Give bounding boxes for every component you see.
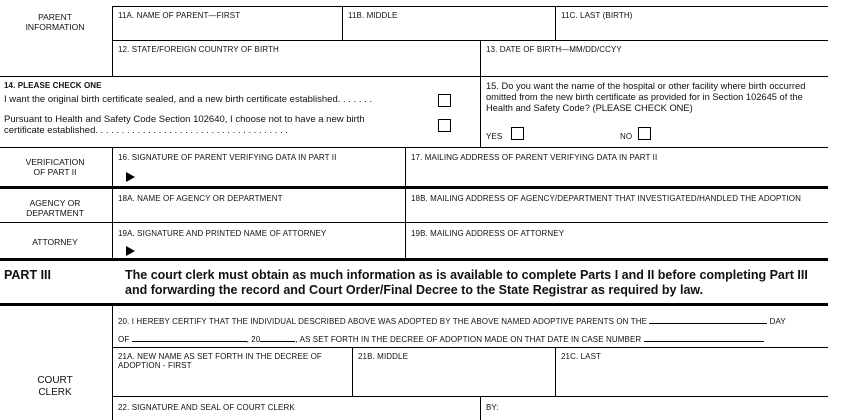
rule-v-by	[480, 396, 481, 420]
rule-row11	[112, 40, 828, 41]
field-label-19a: 19A. SIGNATURE AND PRINTED NAME OF ATTORNEY	[118, 229, 327, 238]
field-20-of-label: OF	[118, 335, 130, 344]
field-label-21c: 21C. LAST	[561, 352, 602, 361]
field-20-year-blank[interactable]	[260, 333, 295, 342]
rule-v-15	[480, 76, 481, 147]
checkbox-14-sealed[interactable]	[438, 94, 451, 107]
rule-row20	[112, 347, 828, 348]
field-15-yes-label: YES	[486, 132, 503, 141]
section-label-verification: VERIFICATION OF PART II	[25, 157, 85, 177]
rule-part3	[0, 303, 828, 306]
section-label-agency: AGENCY OR DEPARTMENT	[26, 198, 84, 218]
rule-v-11b	[342, 6, 343, 40]
field-label-21a-line1: 21A. NEW NAME AS SET FORTH IN THE DECREE OF	[118, 352, 322, 361]
rule-v-11c	[555, 6, 556, 40]
rule-top	[112, 6, 828, 7]
rule-v-13	[480, 40, 481, 76]
field-label-22: 22. SIGNATURE AND SEAL OF COURT CLERK	[118, 403, 295, 412]
checkbox-14-no-new[interactable]	[438, 119, 451, 132]
field-14-option-no-new-line2: certificate established. . . . . . . . . . . . . . . . . . . . . . . . . . . . . . . . . . . . .	[4, 125, 289, 136]
field-20-date-line	[118, 333, 764, 344]
field-15-no-label: NO	[620, 132, 633, 141]
section-label-parent-information: PARENT INFORMATION	[25, 12, 85, 32]
field-20-text-b: , AS SET FORTH IN THE DECREE OF ADOPTION MADE ON THAT DATE IN CASE NUMBER	[295, 335, 642, 344]
part3-instruction-line1: The court clerk must obtain as much information as is available to complete Parts I and II before completing Part III	[125, 268, 808, 282]
signature-arrow-icon	[126, 246, 135, 256]
rule-agency	[0, 222, 828, 223]
rule-v-21b	[352, 347, 353, 396]
field-label-11a: 11A. NAME OF PARENT—FIRST	[118, 11, 241, 20]
field-label-15-line1: 15. Do you want the name of the hospital or other facility where birth occurred	[486, 81, 806, 91]
field-20-month-blank[interactable]	[132, 333, 247, 342]
field-label-17: 17. MAILING ADDRESS OF PARENT VERIFYING DATA IN PART II	[411, 153, 658, 162]
checkbox-15-yes[interactable]	[511, 127, 524, 140]
rule-v-left1	[112, 6, 113, 76]
field-20-certify-text	[118, 315, 786, 326]
field-label-by: BY:	[486, 403, 499, 412]
field-label-18b: 18B. MAILING ADDRESS OF AGENCY/DEPARTMENT THAT INVESTIGATED/HANDLED THE ADOPTION	[411, 194, 802, 203]
section-label-attorney: ATTORNEY	[32, 237, 78, 247]
field-20-case-number-blank[interactable]	[644, 333, 764, 342]
rule-v-21c	[555, 347, 556, 396]
rule-verification	[0, 186, 828, 189]
rule-v-left2	[112, 147, 113, 258]
field-label-21a-line2: ADOPTION - FIRST	[118, 361, 192, 370]
field-20-text-a: 20. I HEREBY CERTIFY THAT THE INDIVIDUAL DESCRIBED ABOVE WAS ADOPTED BY THE ABOVE NAMED ADOPTIVE PARENTS ON THE	[118, 317, 648, 326]
field-label-18a: 18A. NAME OF AGENCY OR DEPARTMENT	[118, 194, 283, 203]
field-label-21b: 21B. MIDDLE	[358, 352, 409, 361]
part3-label: PART III	[4, 268, 51, 282]
rule-row14	[0, 147, 828, 148]
checkbox-15-no[interactable]	[638, 127, 651, 140]
field-20-day-label: DAY	[769, 317, 786, 326]
rule-attorney	[0, 258, 828, 261]
field-label-15-line3: Health and Safety Code? (PLEASE CHECK ONE)	[486, 103, 693, 113]
field-label-16: 16. SIGNATURE OF PARENT VERIFYING DATA IN PART II	[118, 153, 337, 162]
field-label-12: 12. STATE/FOREIGN COUNTRY OF BIRTH	[118, 45, 279, 54]
field-label-11b: 11B. MIDDLE	[348, 11, 398, 20]
rule-v-left3	[112, 303, 113, 420]
rule-row21	[112, 396, 828, 397]
field-label-14: 14. PLEASE CHECK ONE	[4, 81, 102, 90]
signature-arrow-icon	[126, 172, 135, 182]
field-14-option-no-new-line1: Pursuant to Health and Safety Code Section 102640, I choose not to have a new birth	[4, 114, 365, 125]
field-label-19b: 19B. MAILING ADDRESS OF ATTORNEY	[411, 229, 565, 238]
field-label-15-line2: omitted from the new birth certificate as provided for in Section 102645 of the	[486, 92, 803, 102]
rule-v-mid	[405, 147, 406, 258]
field-20-year-label: , 20	[246, 335, 261, 344]
field-14-option-sealed: I want the original birth certificate sealed, and a new birth certificate established. . . . . . .	[4, 94, 373, 105]
part3-instruction-line2: and forwarding the record and Court Order/Final Decree to the State Registrar as required by law.	[125, 283, 704, 297]
field-label-13: 13. DATE OF BIRTH—MM/DD/CCYY	[486, 45, 622, 54]
section-label-court-clerk: COURT CLERK	[37, 375, 73, 398]
field-20-day-blank[interactable]	[649, 315, 767, 324]
rule-row12	[0, 76, 828, 77]
field-label-11c: 11C. LAST (BIRTH)	[561, 11, 633, 20]
